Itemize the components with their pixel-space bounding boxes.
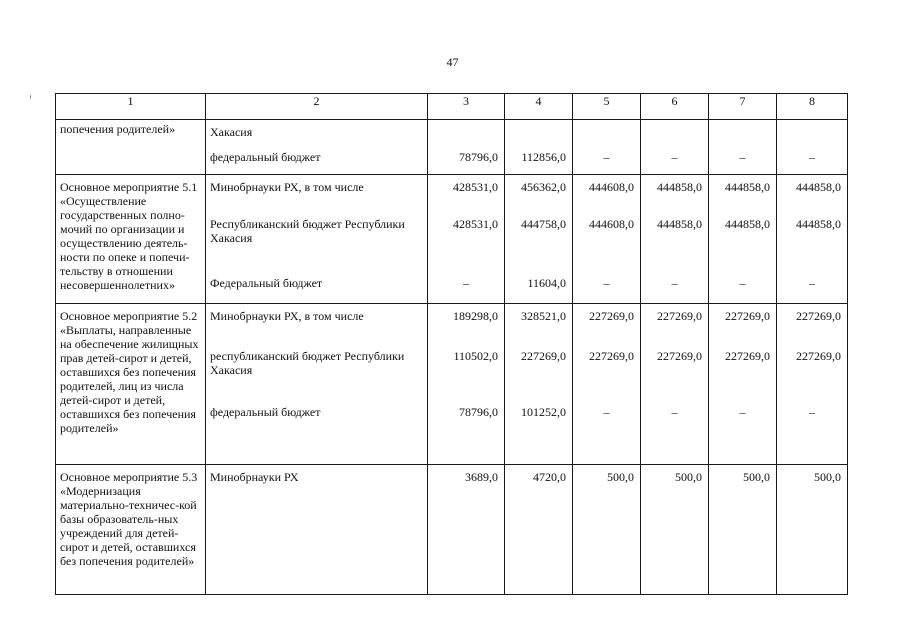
activity-cell: попечения родителей» [56, 120, 206, 175]
margin-mark [30, 95, 31, 99]
column-header: 4 [505, 94, 573, 120]
source-line: федеральный бюджет [210, 405, 321, 419]
page-number: 47 [446, 55, 459, 69]
value-cell: 500,0 [709, 465, 777, 595]
table-row [56, 465, 848, 595]
value-cell: 428531,0 428531,0 – [428, 175, 505, 304]
value-cell: – [573, 120, 641, 175]
activity-cell: Основное мероприятие 5.2 «Выплаты, направленные на обеспечение жилищных прав детей-сирот и детей, оставшихся без попечения родителей, лиц из числа детей-сирот и детей, оставшихся без попечения родителей» [56, 304, 206, 465]
source-cell [206, 120, 428, 175]
value-cell: 3689,0 [428, 465, 505, 595]
header-row [56, 94, 848, 120]
value-cell: 456362,0 444758,0 11604,0 [505, 175, 573, 304]
column-header: 8 [777, 94, 848, 120]
source-line: Минобрнауки РХ, в том числе [210, 180, 364, 194]
value-cell: 227269,0 227269,0 – [709, 304, 777, 465]
activity-cell: Основное мероприятие 5.3 «Модернизация материально-техничес-кой базы образователь-ных учреждений для детей-сирот и детей, оставшихся без попечения родителей» [56, 465, 206, 595]
source-line: федеральный бюджет [210, 150, 321, 164]
value-cell: 112856,0 [505, 120, 573, 175]
activity-cell: Основное мероприятие 5.1 «Осуществление государственных полно-мочий по организации и осуществлению деятель-ности по опеке и попечи-тельству в отношении несовершеннолетних» [56, 175, 206, 304]
value-cell: 189298,0 110502,0 78796,0 [428, 304, 505, 465]
column-header: 7 [709, 94, 777, 120]
value-cell: 78796,0 [428, 120, 505, 175]
source-cell [206, 175, 428, 304]
value-cell: – [641, 120, 709, 175]
value-cell: 227269,0 227269,0 – [777, 304, 848, 465]
column-header: 6 [641, 94, 709, 120]
value-cell: 500,0 [641, 465, 709, 595]
value-cell: 328521,0 227269,0 101252,0 [505, 304, 573, 465]
column-header: 2 [206, 94, 428, 120]
value-cell: 500,0 [573, 465, 641, 595]
value-cell: – [777, 120, 848, 175]
value-cell: 4720,0 [505, 465, 573, 595]
source-line: Минобрнауки РХ, в том числе [210, 309, 364, 323]
source-cell [206, 304, 428, 465]
column-header: 3 [428, 94, 505, 120]
table-row [56, 304, 848, 465]
budget-table [55, 93, 848, 595]
value-cell: 444858,0 444858,0 – [777, 175, 848, 304]
column-header: 1 [56, 94, 206, 120]
value-cell: – [709, 120, 777, 175]
value-cell: 444608,0 444608,0 – [573, 175, 641, 304]
source-line: Хакасия [210, 125, 253, 139]
column-header: 5 [573, 94, 641, 120]
source-cell [206, 465, 428, 595]
value-cell: 227269,0 227269,0 – [573, 304, 641, 465]
source-line: Республиканский бюджет Республики Хакасия [210, 217, 405, 245]
value-cell: 500,0 [777, 465, 848, 595]
table-row [56, 120, 848, 175]
source-line: Федеральный бюджет [210, 276, 323, 290]
value-cell: 227269,0 227269,0 – [641, 304, 709, 465]
source-line: Минобрнауки РХ [210, 470, 299, 484]
value-cell: 444858,0 444858,0 – [641, 175, 709, 304]
value-cell: 444858,0 444858,0 – [709, 175, 777, 304]
source-line: республиканский бюджет Республики Хакасия [210, 349, 405, 377]
table-row [56, 175, 848, 304]
